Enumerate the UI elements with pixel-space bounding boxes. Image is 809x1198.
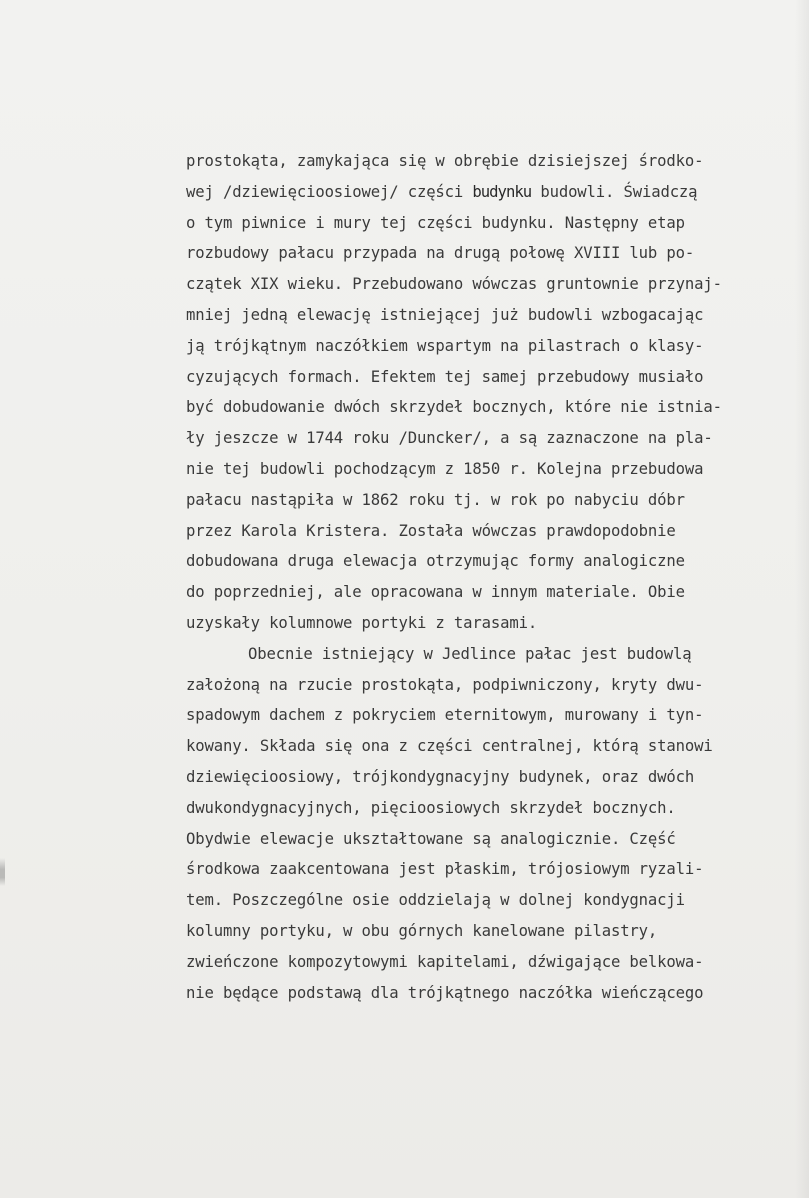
text-line: nie tej budowli pochodzącym z 1850 r. Kolejna przebudowa xyxy=(186,459,704,478)
text-fragment: budowli. Świadczą xyxy=(540,182,698,201)
text-line: kowany. Składa się ona z części centralnej, którą stanowi xyxy=(186,737,713,756)
text-line: dziewięcioosiowy, trójkondygnacyjny budynek, oraz dwóch xyxy=(186,767,695,786)
text-line: do poprzedniej, ale opracowana w innym materiale. Obie xyxy=(186,583,685,602)
page-edge-shadow xyxy=(795,0,809,1198)
text-line: rozbudowy pałacu przypada na drugą połowę XVIII lub po- xyxy=(186,244,695,263)
text-fragment: wej /dziewięcioosiowej/ części xyxy=(186,182,473,201)
text-line xyxy=(186,177,796,208)
text-line: pałacu nastąpiła w 1862 roku tj. w rok po nabyciu dóbr xyxy=(186,490,685,509)
margin-mark xyxy=(0,858,5,886)
text-line: ją trójkątnym naczółkiem wspartym na pilastrach o klasy- xyxy=(186,336,704,355)
text-line: przez Karola Kristera. Została wówczas prawdopodobnie xyxy=(186,521,676,540)
text-line: cyzujących formach. Efektem tej samej przebudowy musiało xyxy=(186,367,704,386)
struck-out-word: budynku xyxy=(472,182,532,201)
text-line: uzyskały kolumnowe portyki z tarasami. xyxy=(186,613,538,632)
text-line: prostokąta, zamykająca się w obrębie dzisiejszej środko- xyxy=(186,152,704,170)
text-line: Obecnie istniejący w Jedlince pałac jest budowlą xyxy=(248,644,692,663)
text-line: czątek XIX wieku. Przebudowano wówczas gruntownie przynaj- xyxy=(186,275,722,294)
text-line: o tym piwnice i mury tej części budynku. Następny etap xyxy=(186,213,685,232)
paragraph-2 xyxy=(186,639,796,1009)
text-line: zwieńczone kompozytowymi kapitelami, dźwigające belkowa- xyxy=(186,952,704,971)
text-line: ły jeszcze w 1744 roku /Duncker/, a są zaznaczone na pla- xyxy=(186,429,713,448)
text-line: dwukondygnacyjnych, pięcioosiowych skrzydeł bocznych. xyxy=(186,798,676,817)
text-line: dobudowana druga elewacja otrzymując formy analogiczne xyxy=(186,552,685,571)
text-line: być dobudowanie dwóch skrzydeł bocznych, które nie istnia- xyxy=(186,398,722,417)
text-line: środkowa zaakcentowana jest płaskim, trójosiowym ryzali- xyxy=(186,860,704,879)
text-line: nie będące podstawą dla trójkątnego naczółka wieńczącego xyxy=(186,983,704,1002)
text-line: mniej jedną elewację istniejącej już budowli wzbogacając xyxy=(186,305,704,324)
text-line: założoną na rzucie prostokąta, podpiwniczony, kryty dwu- xyxy=(186,675,704,694)
text-line: tem. Poszczególne osie oddzielają w dolnej kondygnacji xyxy=(186,891,685,910)
paragraph-1 xyxy=(186,146,796,639)
text-fragment xyxy=(531,183,540,201)
typewritten-text xyxy=(186,146,796,1008)
text-line: Obydwie elewacje ukształtowane są analogicznie. Część xyxy=(186,829,676,848)
text-line: kolumny portyku, w obu górnych kanelowane pilastry, xyxy=(186,921,658,940)
text-line: spadowym dachem z pokryciem eternitowym, murowany i tyn- xyxy=(186,706,704,725)
